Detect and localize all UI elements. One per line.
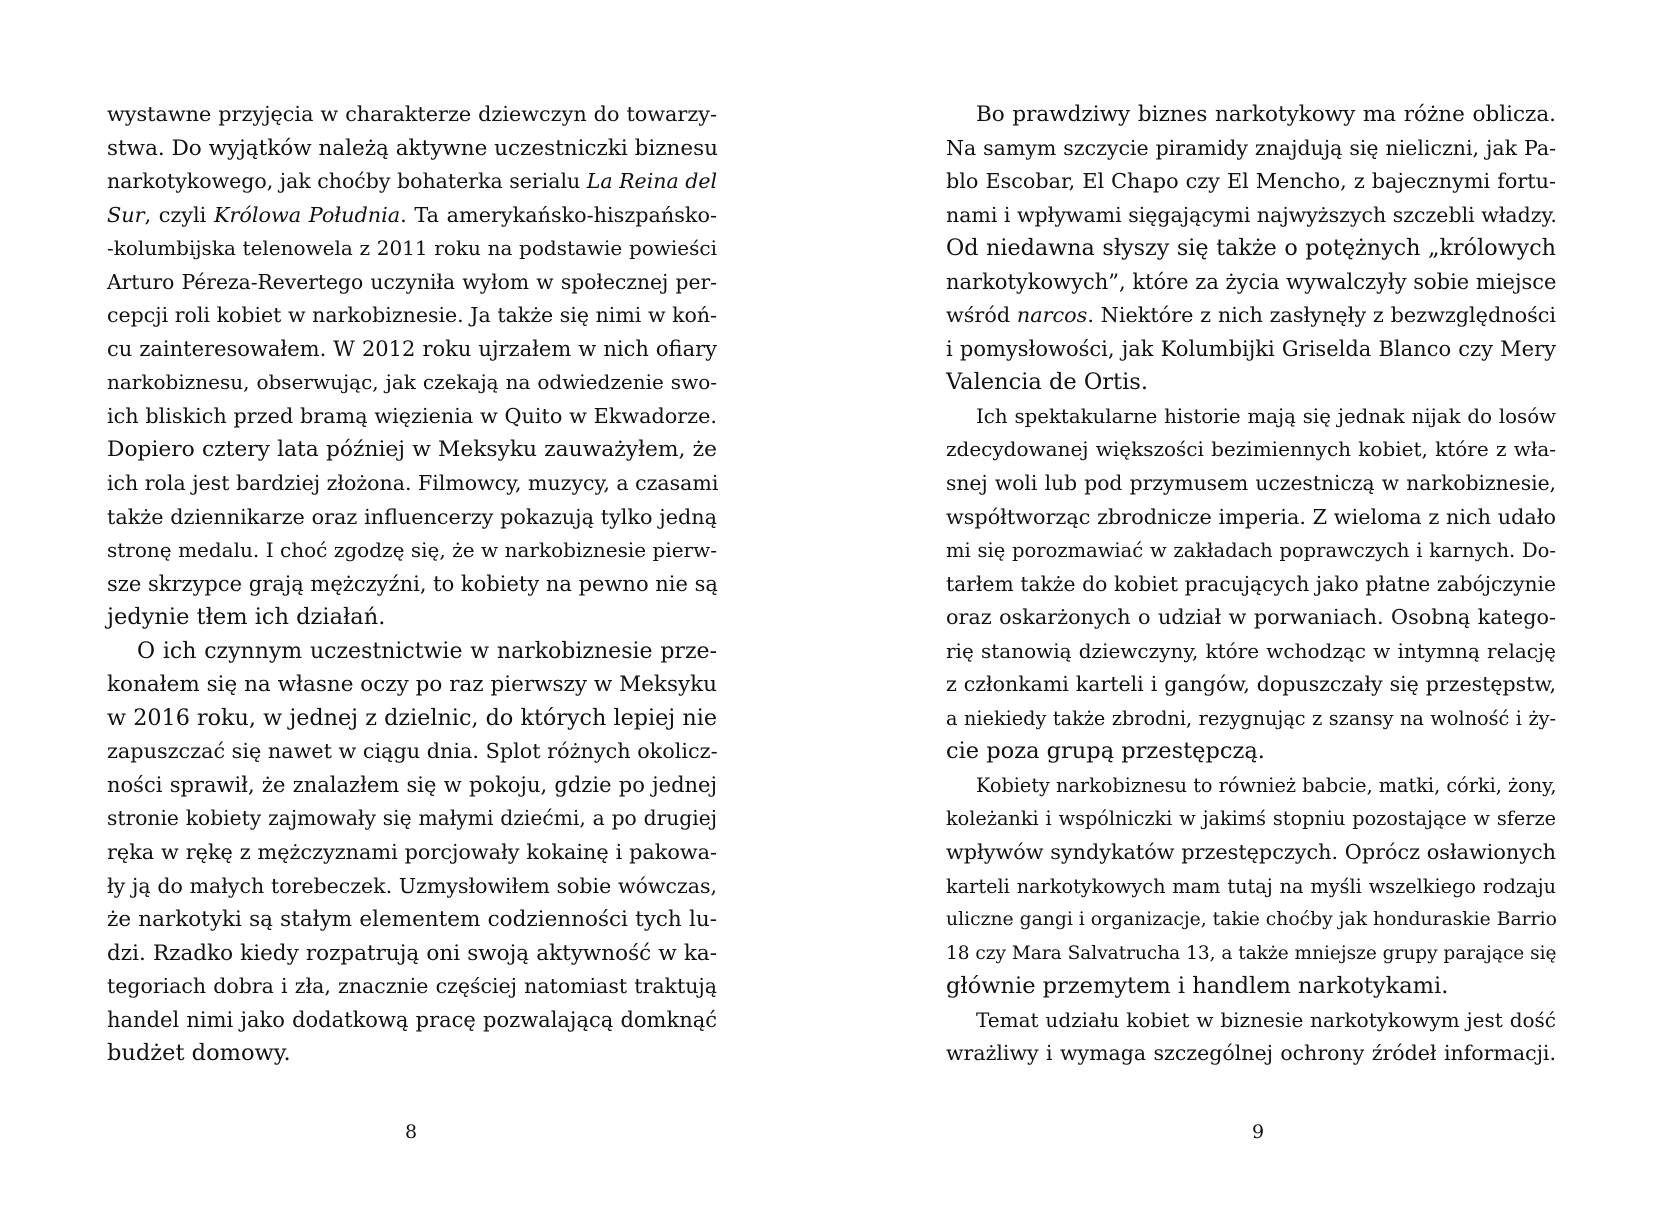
text-line: karteli narkotykowych mam tutaj na myśli wszelkiego rodzaju (946, 874, 1556, 898)
text-line: tarłem także do kobiet pracujących jako płatne zabójczynie (946, 571, 1556, 596)
text-line: z członkami karteli i gangów, dopuszczały się przestępstw, (946, 672, 1556, 697)
text-line: i pomysłowości, jak Kolumbijki Griselda Blanco czy Mery (946, 336, 1556, 361)
text-line: Na samym szczycie piramidy znajdują się nieliczni, jak Pa- (946, 135, 1556, 160)
text-line: stronie kobiety zajmowały się małymi dziećmi, a po drugiej (107, 806, 717, 831)
text-line: Temat udziału kobiet w biznesie narkotykowym jest dość (976, 1007, 1556, 1032)
text-line: narkotykowych”, które za życia wywalczyły sobie miejsce (946, 269, 1557, 294)
text-line: ności sprawił, że znalazłem się w pokoju, gdzie po jednej (107, 772, 717, 797)
text-line: Valencia de Ortis. (946, 369, 1148, 396)
text-line: współtworząc zbrodnicze imperia. Z wieloma z nich udało (946, 504, 1556, 529)
text-line: handel nimi jako dodatkową pracę pozwalającą domknąć (107, 1007, 717, 1032)
text-line: koleżanki i wspólniczki w jakimś stopniu pozostające w sferze (946, 807, 1556, 831)
text-line: konałem się na własne oczy po raz pierwszy w Meksyku (107, 672, 717, 698)
text-line: wpływów syndykatów przestępczych. Oprócz osławionych (946, 840, 1556, 865)
text-run: . Ta amerykańsko-hiszpańsko- (400, 202, 718, 227)
text-line: budżet domowy. (107, 1040, 291, 1067)
text-line: ich bliskich przed bramą więzienia w Quito w Ekwadorze. (107, 403, 717, 428)
text-line: Bo prawdziwy biznes narkotykowy ma różne oblicza. (976, 102, 1556, 127)
text-line: rię stanowią dziewczyny, które wchodząc w intymną relację (946, 638, 1556, 663)
text-line: a niekiedy także zbrodni, rezygnując z szansy na wolność i ży- (946, 706, 1556, 730)
text-line: Od niedawna słyszy się także o potężnych „królowych (946, 235, 1556, 262)
text-run: , czyli (144, 202, 214, 227)
text-line: stwa. Do wyjątków należą aktywne uczestniczki biznesu (107, 135, 719, 161)
text-line: tegoriach dobra i zła, znacznie częściej natomiast traktują (107, 974, 717, 999)
italic-title: Królowa Południa (213, 202, 401, 227)
text-line: nami i wpływami sięgającymi najwyższych szczebli władzy. (946, 202, 1557, 227)
text-line: jedynie tłem ich działań. (107, 604, 386, 631)
text-line: dzi. Rzadko kiedy rozpatrują oni swoją aktywność w ka- (107, 940, 717, 966)
page-number: 8 (404, 1121, 418, 1143)
right-page-text (946, 98, 1556, 1071)
left-page-text (107, 98, 717, 1071)
text-line: zapuszczać się nawet w ciągu dnia. Splot różnych okolicz- (107, 739, 718, 764)
text-line: że narkotyki są stałym elementem codzienności tych lu- (107, 907, 717, 933)
text-line: cie poza grupą przestępczą. (946, 738, 1265, 765)
text-line (107, 165, 717, 199)
text-line: sze skrzypce grają mężczyźni, to kobiety na pewno nie są (107, 571, 718, 596)
text-line: Kobiety narkobiznesu to również babcie, matki, córki, żony, (976, 773, 1557, 797)
text-line (107, 199, 717, 233)
text-line: zdecydowanej większości bezimiennych kobiet, które z wła- (946, 437, 1556, 462)
text-line: Dopiero cztery lata później w Meksyku zauważyłem, że (107, 437, 717, 463)
text-line: 18 czy Mara Salvatrucha 13, a także mniejsze grupy parające się (946, 942, 1557, 964)
text-line: także dziennikarze oraz influencerzy pokazują tylko jedną (107, 504, 717, 529)
text-line: snej woli lub pod przymusem uczestniczą w narkobiznesie, (946, 471, 1556, 496)
text-line: narkobiznesu, obserwując, jak czekają na odwiedzenie swo- (107, 370, 717, 395)
page-number: 9 (1251, 1121, 1265, 1143)
italic-title: Sur (107, 202, 145, 227)
text-line: Ich spektakularne historie mają się jednak nijak do losów (976, 404, 1556, 428)
text-line: głównie przemytem i handlem narkotykami. (946, 973, 1449, 1000)
text-line: ich rola jest bardziej złożona. Filmowcy, muzycy, a czasami (107, 471, 719, 496)
text-line: oraz oskarżonych o udział w porwaniach. Osobną katego- (946, 605, 1556, 630)
text-line: ręka w rękę z mężczyznami porcjowały kokainę i pakowa- (107, 840, 717, 865)
text-line: O ich czynnym uczestnictwie w narkobiznesie prze- (137, 638, 717, 664)
text-line: Arturo Péreza-Revertego uczyniła wyłom w społecznej per- (107, 269, 717, 294)
text-line: uliczne gangi i organizacje, takie choćby jak honduraskie Barrio (946, 909, 1557, 931)
italic-title: La Reina del (586, 169, 718, 194)
text-line: cepcji roli kobiet w narkobiznesie. Ja także się nimi w koń- (107, 303, 717, 328)
text-line: wrażliwy i wymaga szczególnej ochrony źródeł informacji. (946, 1041, 1556, 1066)
text-line: stronę medalu. I choć zgodzę się, że w narkobiznesie pierw- (107, 538, 717, 563)
text-line: -kolumbijska telenowela z 2011 roku na podstawie powieści (107, 236, 717, 261)
text-line: mi się porozmawiać w zakładach poprawczych i karnych. Do- (946, 539, 1556, 563)
text-line: cu zainteresowałem. W 2012 roku ujrzałem w nich ofiary (107, 336, 717, 361)
right-page (827, 0, 1654, 1211)
text-run: . Niektóre z nich zasłynęły z bezwzględności (1087, 303, 1557, 328)
text-line (946, 299, 1556, 333)
text-line: wystawne przyjęcia w charakterze dziewczyn do towarzy- (107, 102, 717, 126)
text-run: narkotykowego, jak choćby bohaterka serialu (107, 169, 587, 194)
text-run: wśród (946, 303, 1017, 328)
italic-term: narcos (1016, 303, 1088, 328)
text-line: ły ją do małych torebeczek. Uzmysłowiłem sobie wówczas, (107, 873, 717, 898)
text-line: w 2016 roku, w jednej z dzielnic, do których lepiej nie (107, 704, 717, 731)
text-line: blo Escobar, El Chapo czy El Mencho, z bajecznymi fortu- (946, 169, 1556, 194)
